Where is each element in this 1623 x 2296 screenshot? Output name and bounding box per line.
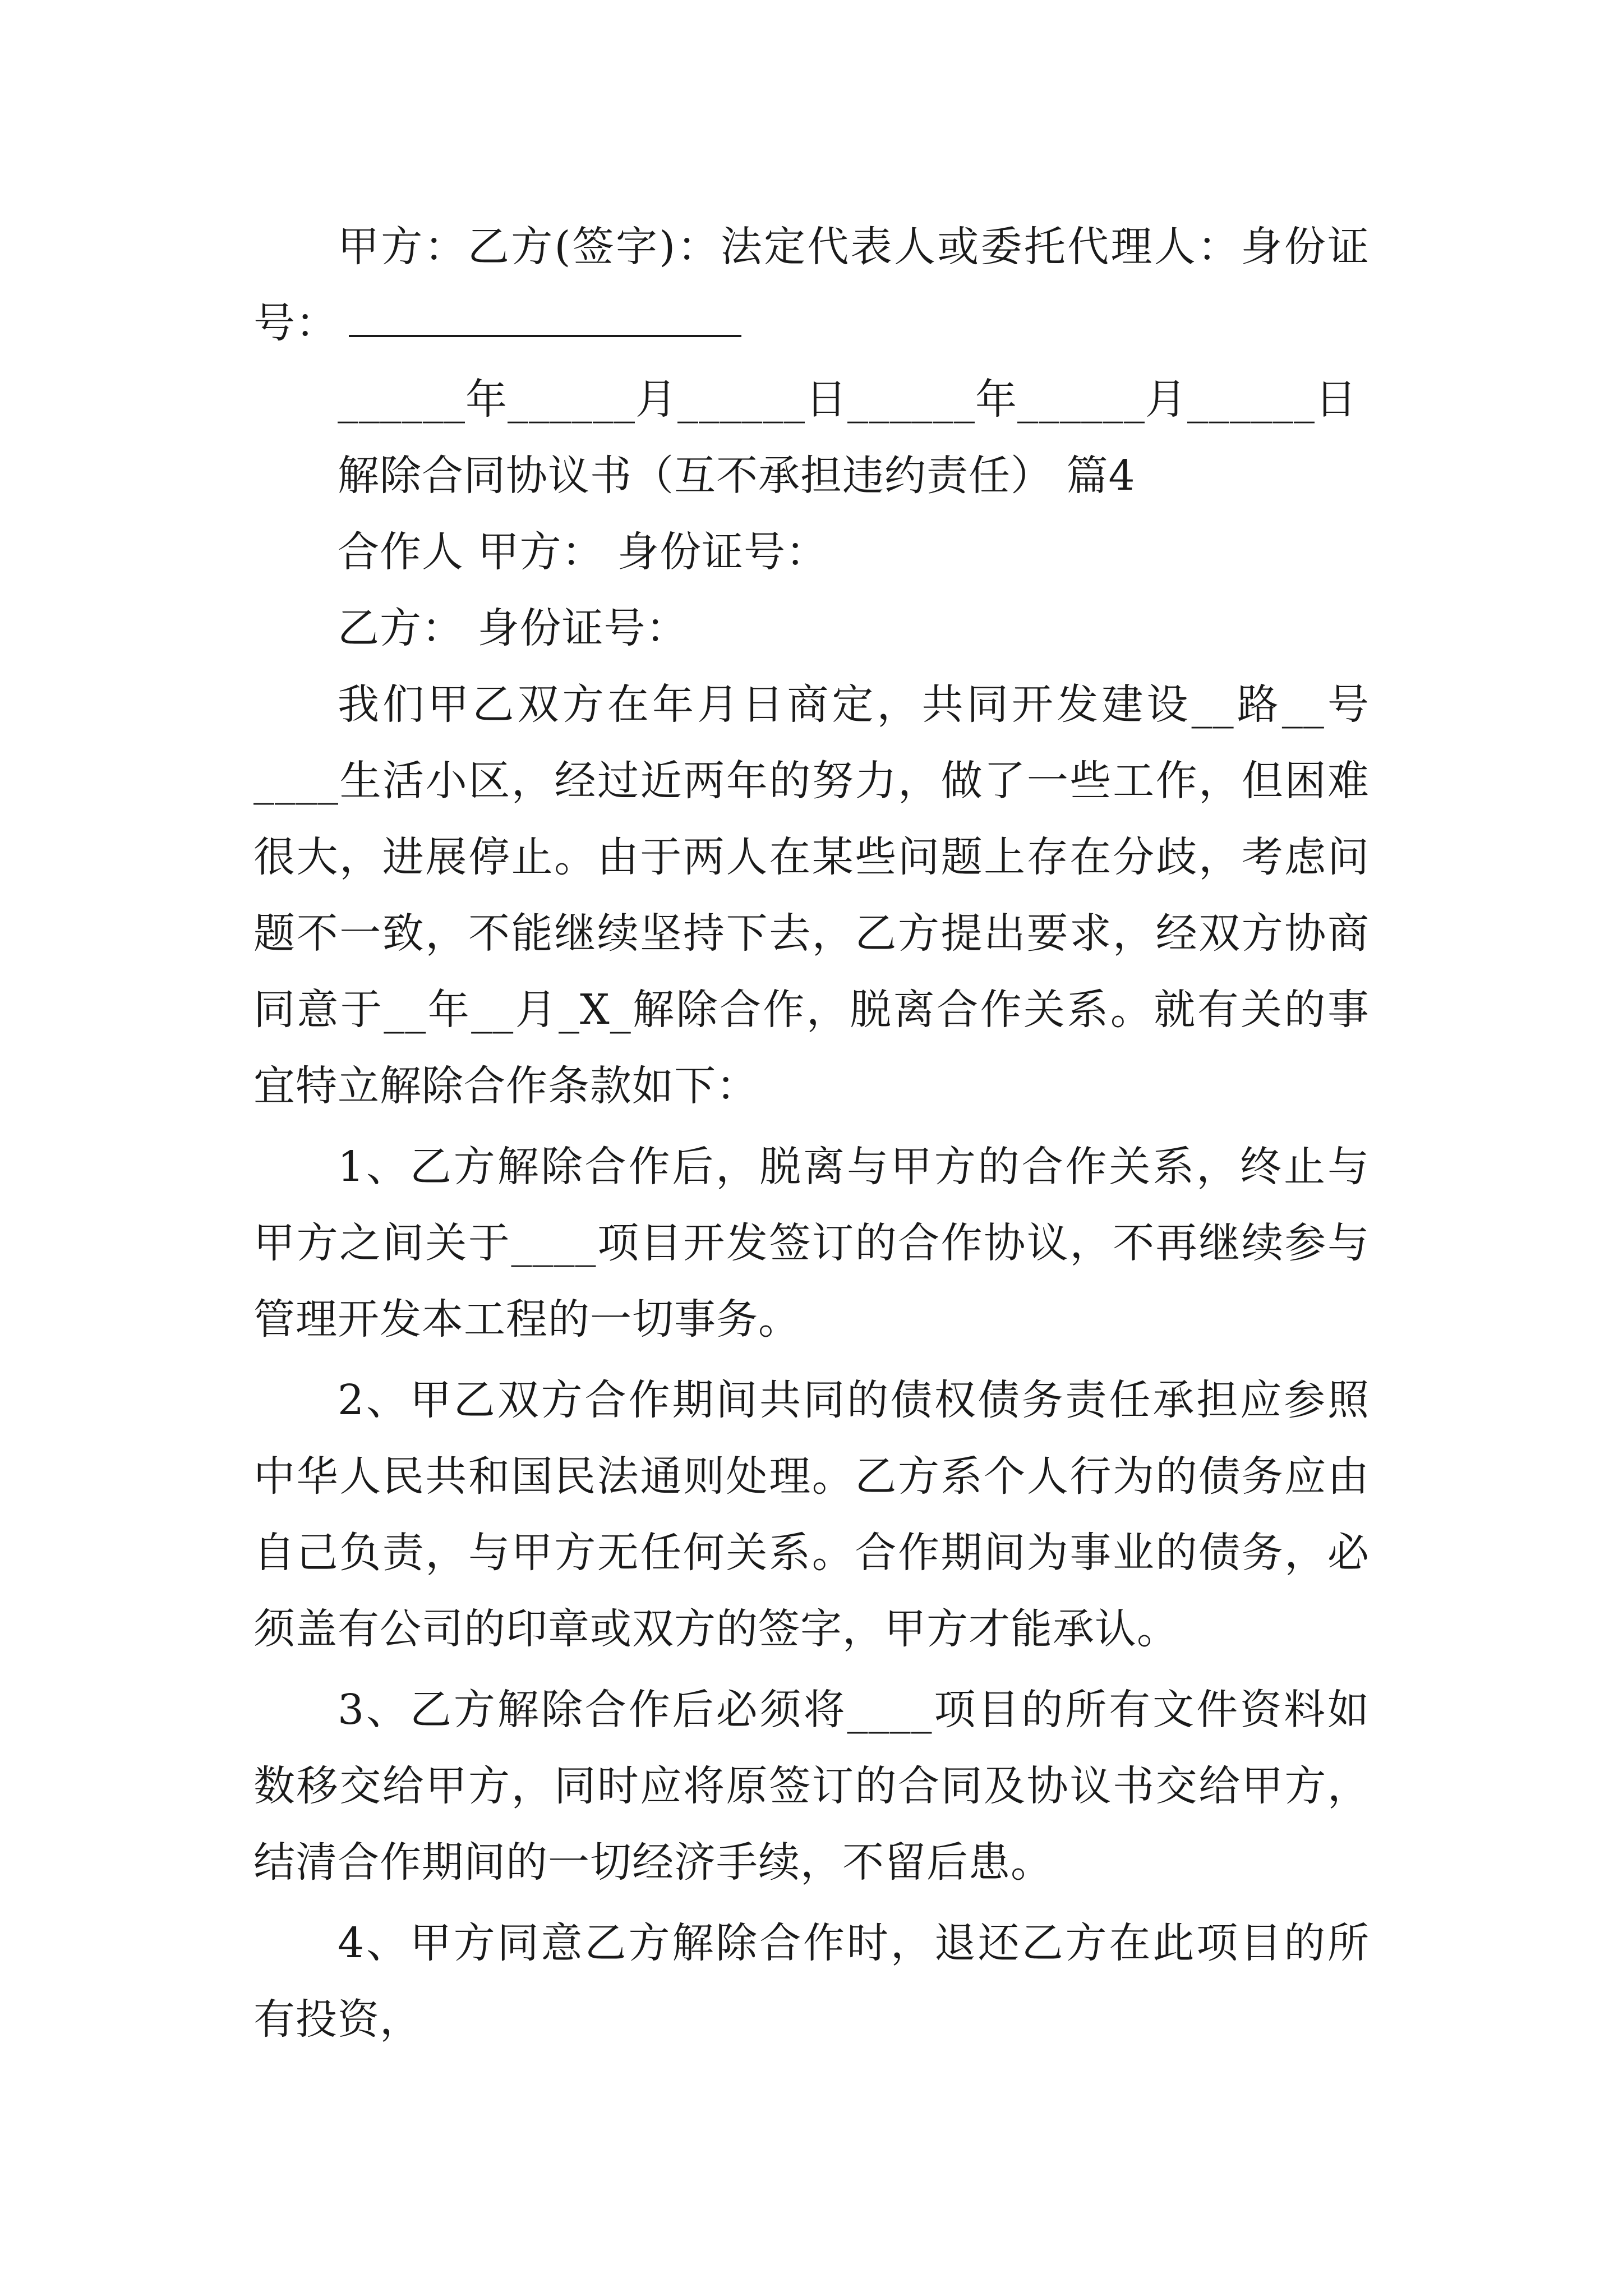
clause-2-paragraph: 2、甲乙双方合作期间共同的债权债务责任承担应参照中华人民共和国民法通则处理。乙方系个人行为的债务应由自己负责，与甲方无任何关系。合作期间为事业的债务，必须盖有公司的印章或双方的签字，甲方才能承认。 [253,1376,1370,1653]
date-line-paragraph: ______年______月______日______年______月______日 [338,375,1357,424]
clause-3-paragraph: 3、乙方解除合作后必须将____项目的所有文件资料如数移交给甲方，同时应将原签订的合同及协议书交给甲方，结清合作期间的一切经济手续，不留后患。 [253,1686,1370,1887]
signature-parties-text: 甲方：乙方(签字)：法定代表人或委托代理人：身份证号： [253,223,1370,347]
intro-paragraph: 我们甲乙双方在年月日商定，共同开发建设__路__号____生活小区，经过近两年的努力，做了一些工作，但困难很大，进展停止。由于两人在某些问题上存在分歧，考虑问题不一致，不能继续坚持下去，乙方提出要求，经双方协商同意于__年__月_X_解除合作，脱离合作关系。就有关的事宜特立解除合作条款如下： [253,680,1370,1110]
clause-1-paragraph: 1、乙方解除合作后，脱离与甲方的合作关系，终止与甲方之间关于____项目开发签订的合作协议，不再继续参与管理开发本工程的一切事务。 [253,1143,1370,1343]
signature-blank-line [349,301,741,337]
signature-parties-paragraph [253,209,1370,361]
clause-4-paragraph: 4、甲方同意乙方解除合作时，退还乙方在此项目的所有投资， [253,1919,1370,2044]
document-body [253,209,1370,2058]
party-a-line: 合作人 甲方： 身份证号： [338,528,828,576]
section-heading: 解除合同协议书（互不承担违约责任） 篇4 [338,452,1136,500]
party-b-line: 乙方： 身份证号： [338,604,688,652]
